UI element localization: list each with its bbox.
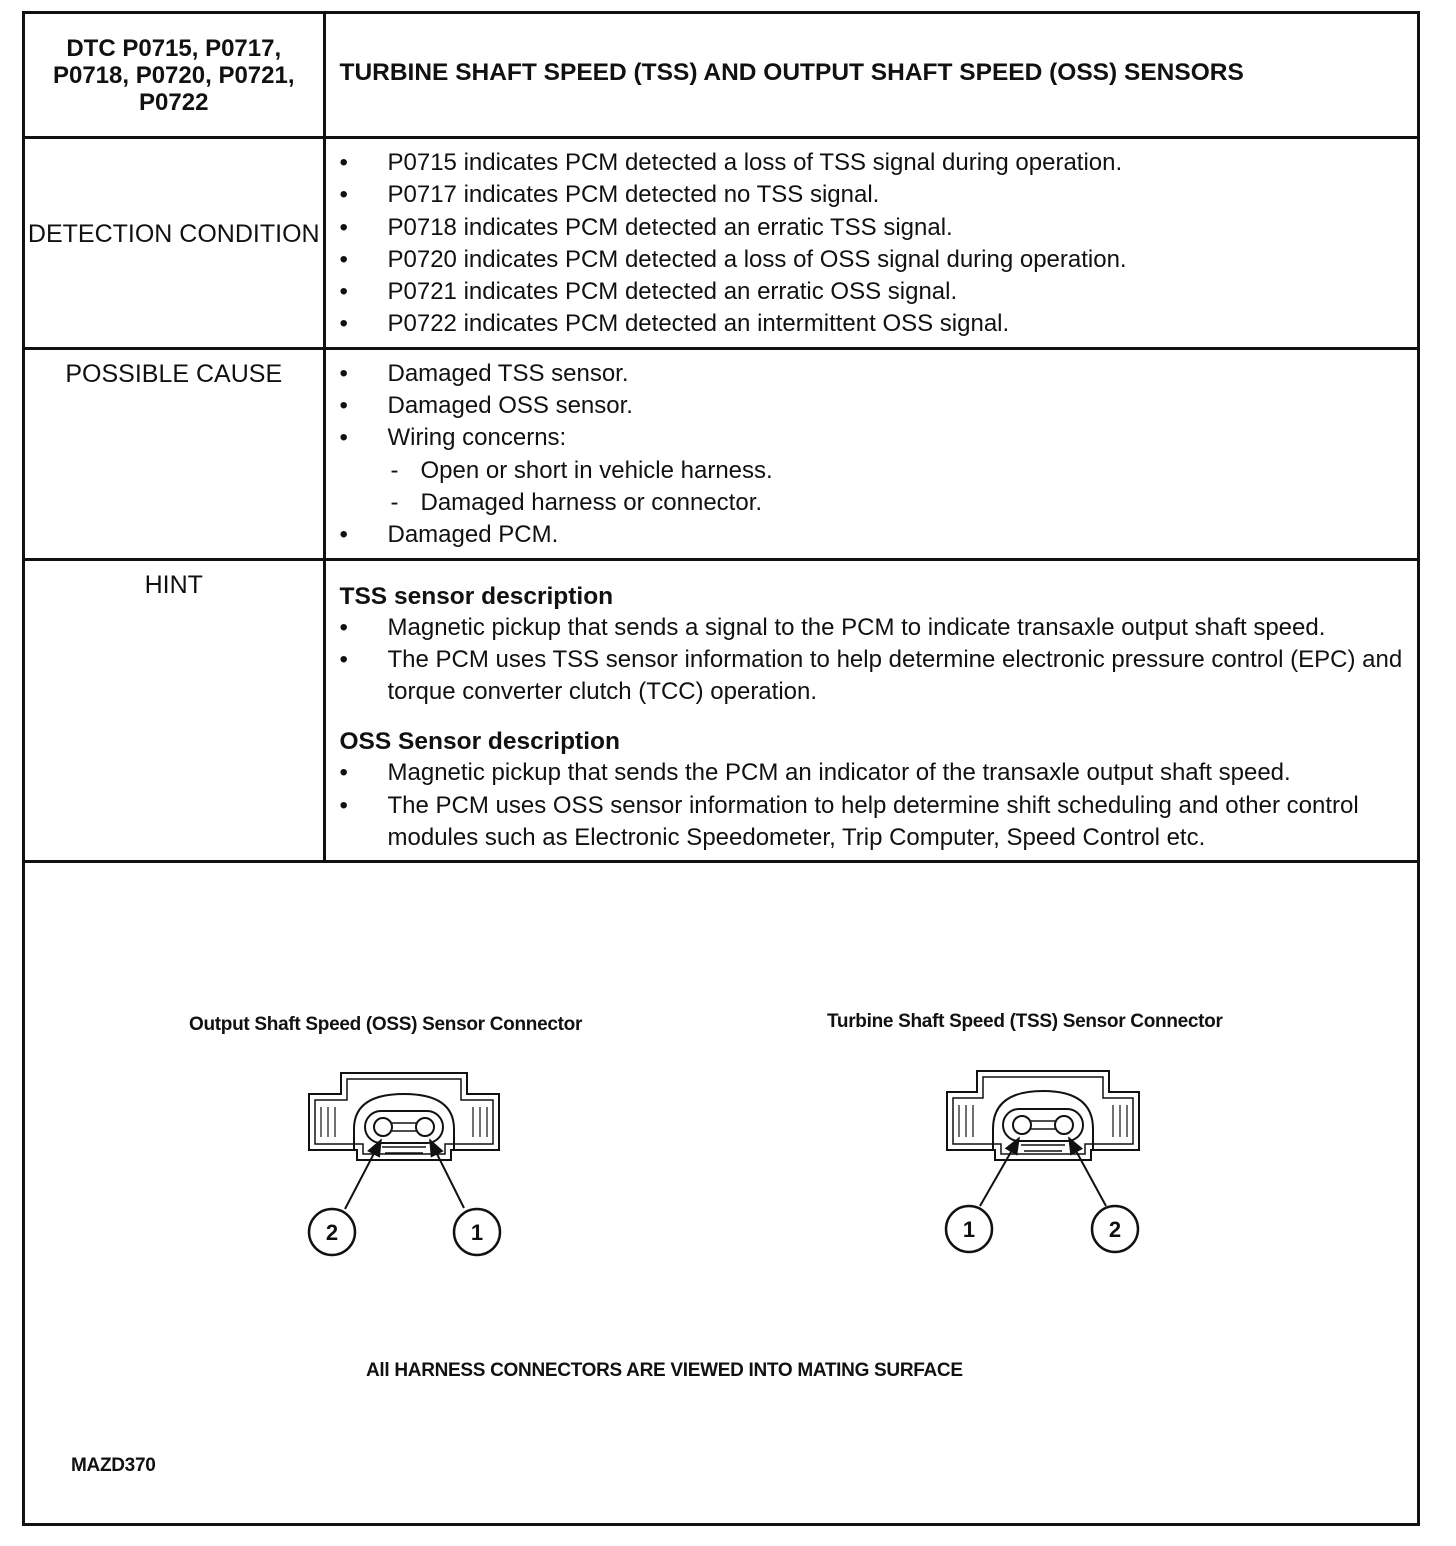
oss-pin-1-label: 1 <box>470 1220 484 1246</box>
list-item: • Damaged OSS sensor. <box>340 390 1410 422</box>
tss-connector-caption: Turbine Shaft Speed (TSS) Sensor Connector <box>827 1011 1223 1033</box>
wiring-sublist <box>388 455 1410 520</box>
detection-row <box>25 138 1417 349</box>
list-item: • Damaged PCM. <box>340 519 1410 551</box>
connector-note: All HARNESS CONNECTORS ARE VIEWED INTO MATING SURFACE <box>366 1360 963 1382</box>
sub-list-item: - Open or short in vehicle harness. <box>388 455 1410 487</box>
wiring-concerns-text: Wiring concerns: <box>387 424 567 452</box>
hint-label: HINT <box>25 559 324 862</box>
possible-cause-label: POSSIBLE CAUSE <box>25 348 324 559</box>
dtc-sheet <box>22 11 1420 1526</box>
list-item: • The PCM uses TSS sensor information to help determine electronic pressure control (EPC) and torque converter clutch (TCC) operation. <box>340 644 1410 709</box>
tss-pin-2-label: 2 <box>1108 1217 1122 1243</box>
oss-list <box>340 757 1410 854</box>
detection-label: DETECTION CONDITION <box>25 138 324 349</box>
possible-cause-row <box>25 348 1417 559</box>
hint-row <box>25 559 1417 862</box>
list-item: • P0722 indicates PCM detected an intermittent OSS signal. <box>340 308 1410 340</box>
figure-id: MAZD370 <box>71 1455 156 1477</box>
possible-cause-list <box>340 358 1410 552</box>
oss-heading: OSS Sensor description <box>339 728 620 756</box>
list-item: • P0717 indicates PCM detected no TSS signal. <box>340 179 1410 211</box>
list-item: • Damaged TSS sensor. <box>340 358 1410 390</box>
list-item: • Magnetic pickup that sends a signal to the PCM to indicate transaxle output shaft speed. <box>340 612 1410 644</box>
detection-list <box>340 147 1410 341</box>
oss-pin-2-label: 2 <box>325 1220 339 1246</box>
header-row <box>25 14 1417 138</box>
dtc-table <box>25 14 1417 863</box>
list-item: • P0721 indicates PCM detected an erratic OSS signal. <box>340 276 1410 308</box>
tss-heading: TSS sensor description <box>339 582 614 610</box>
connector-diagram <box>25 863 1417 1499</box>
list-item: • Magnetic pickup that sends the PCM an indicator of the transaxle output shaft speed. <box>340 757 1410 789</box>
list-item: • P0720 indicates PCM detected a loss of OSS signal during operation. <box>340 244 1410 276</box>
dtc-codes: DTC P0715, P0717, P0718, P0720, P0721, P0722 <box>25 14 324 138</box>
list-item: • The PCM uses OSS sensor information to help determine shift scheduling and other control modules such as Electronic Speedometer, Trip Computer, Speed Control etc. <box>340 790 1410 855</box>
list-item: • P0718 indicates PCM detected an erratic TSS signal. <box>340 212 1410 244</box>
hint-cell <box>324 559 1417 862</box>
page-title: TURBINE SHAFT SPEED (TSS) AND OUTPUT SHAFT SPEED (OSS) SENSORS <box>324 14 1417 138</box>
list-item <box>340 422 1410 519</box>
detection-list-cell <box>324 138 1417 349</box>
sub-list-item: - Damaged harness or connector. <box>388 487 1410 519</box>
list-item: • P0715 indicates PCM detected a loss of TSS signal during operation. <box>340 147 1410 179</box>
connector-drawings <box>25 863 1417 1499</box>
possible-cause-cell <box>324 348 1417 559</box>
tss-pin-1-label: 1 <box>962 1217 976 1243</box>
tss-list <box>340 612 1410 709</box>
oss-connector-caption: Output Shaft Speed (OSS) Sensor Connector <box>189 1014 583 1036</box>
